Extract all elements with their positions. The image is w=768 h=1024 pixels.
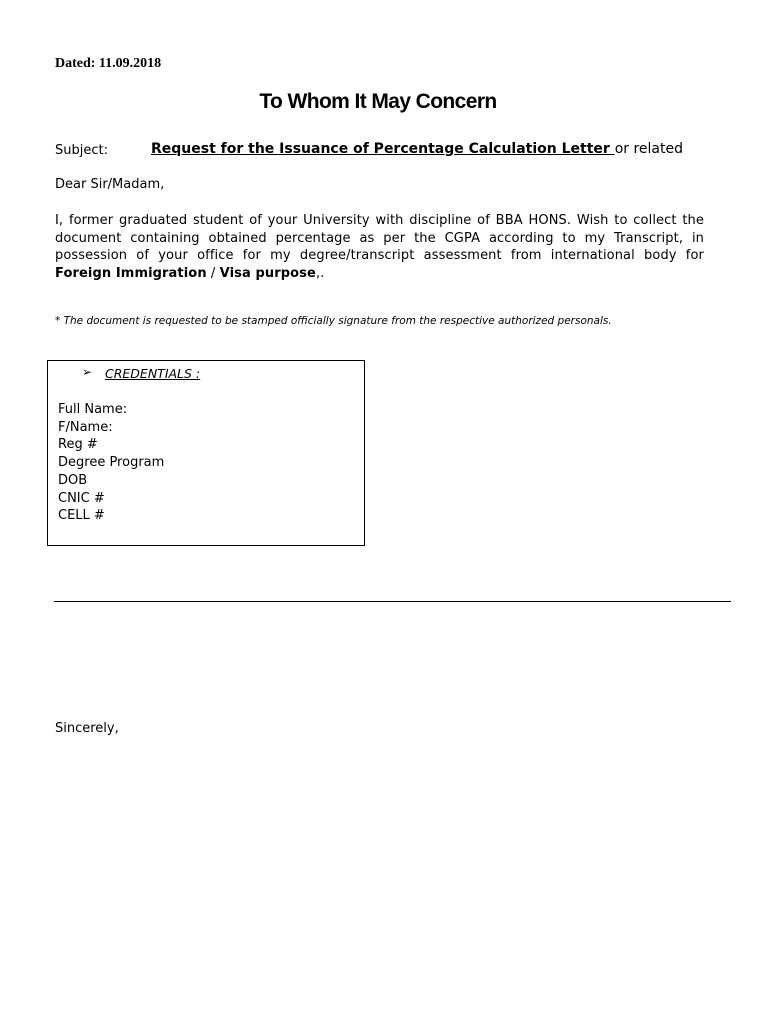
salutation: Dear Sir/Madam, [55, 177, 165, 192]
subject-main-text: Request for the Issuance of Percentage Calculation Letter [151, 141, 615, 157]
credential-field-cell: CELL # [58, 508, 105, 524]
body-paragraph [55, 212, 704, 282]
arrow-bullet-icon: ➢ [82, 365, 93, 379]
closing: Sincerely, [55, 721, 119, 736]
body-end: ,. [315, 265, 325, 281]
credential-field-degree-program: Degree Program [58, 455, 165, 471]
credential-field-reg: Reg # [58, 437, 98, 453]
body-bold-visa: Visa purpose [219, 265, 316, 281]
credential-field-cnic: CNIC # [58, 490, 105, 506]
footnote: * The document is requested to be stamped officially signature from the respective authorized personals. [55, 315, 612, 327]
body-bold-immigration: Foreign Immigration [55, 265, 207, 281]
credential-field-dob: DOB [58, 472, 88, 488]
date-line: Dated: 11.09.2018 [55, 56, 162, 71]
page-title: To Whom It May Concern [259, 90, 497, 113]
subject-label: Subject: [55, 143, 108, 158]
body-text: I, former graduated student of your University with discipline of BBA HONS. Wish to collect the document containing obtained percentage as per the CGPA according to my Transcript, in possession of your office for my degree/transcript assessment from international body for [55, 213, 704, 263]
body-separator: / [206, 265, 220, 281]
credential-field-father-name: F/Name: [58, 419, 113, 435]
credentials-heading: CREDENTIALS : [105, 366, 201, 381]
divider-line [54, 601, 731, 602]
subject-suffix-text: or related [614, 141, 683, 157]
subject-line [151, 141, 683, 157]
credential-field-full-name: Full Name: [58, 402, 128, 417]
credentials-list [58, 401, 164, 525]
